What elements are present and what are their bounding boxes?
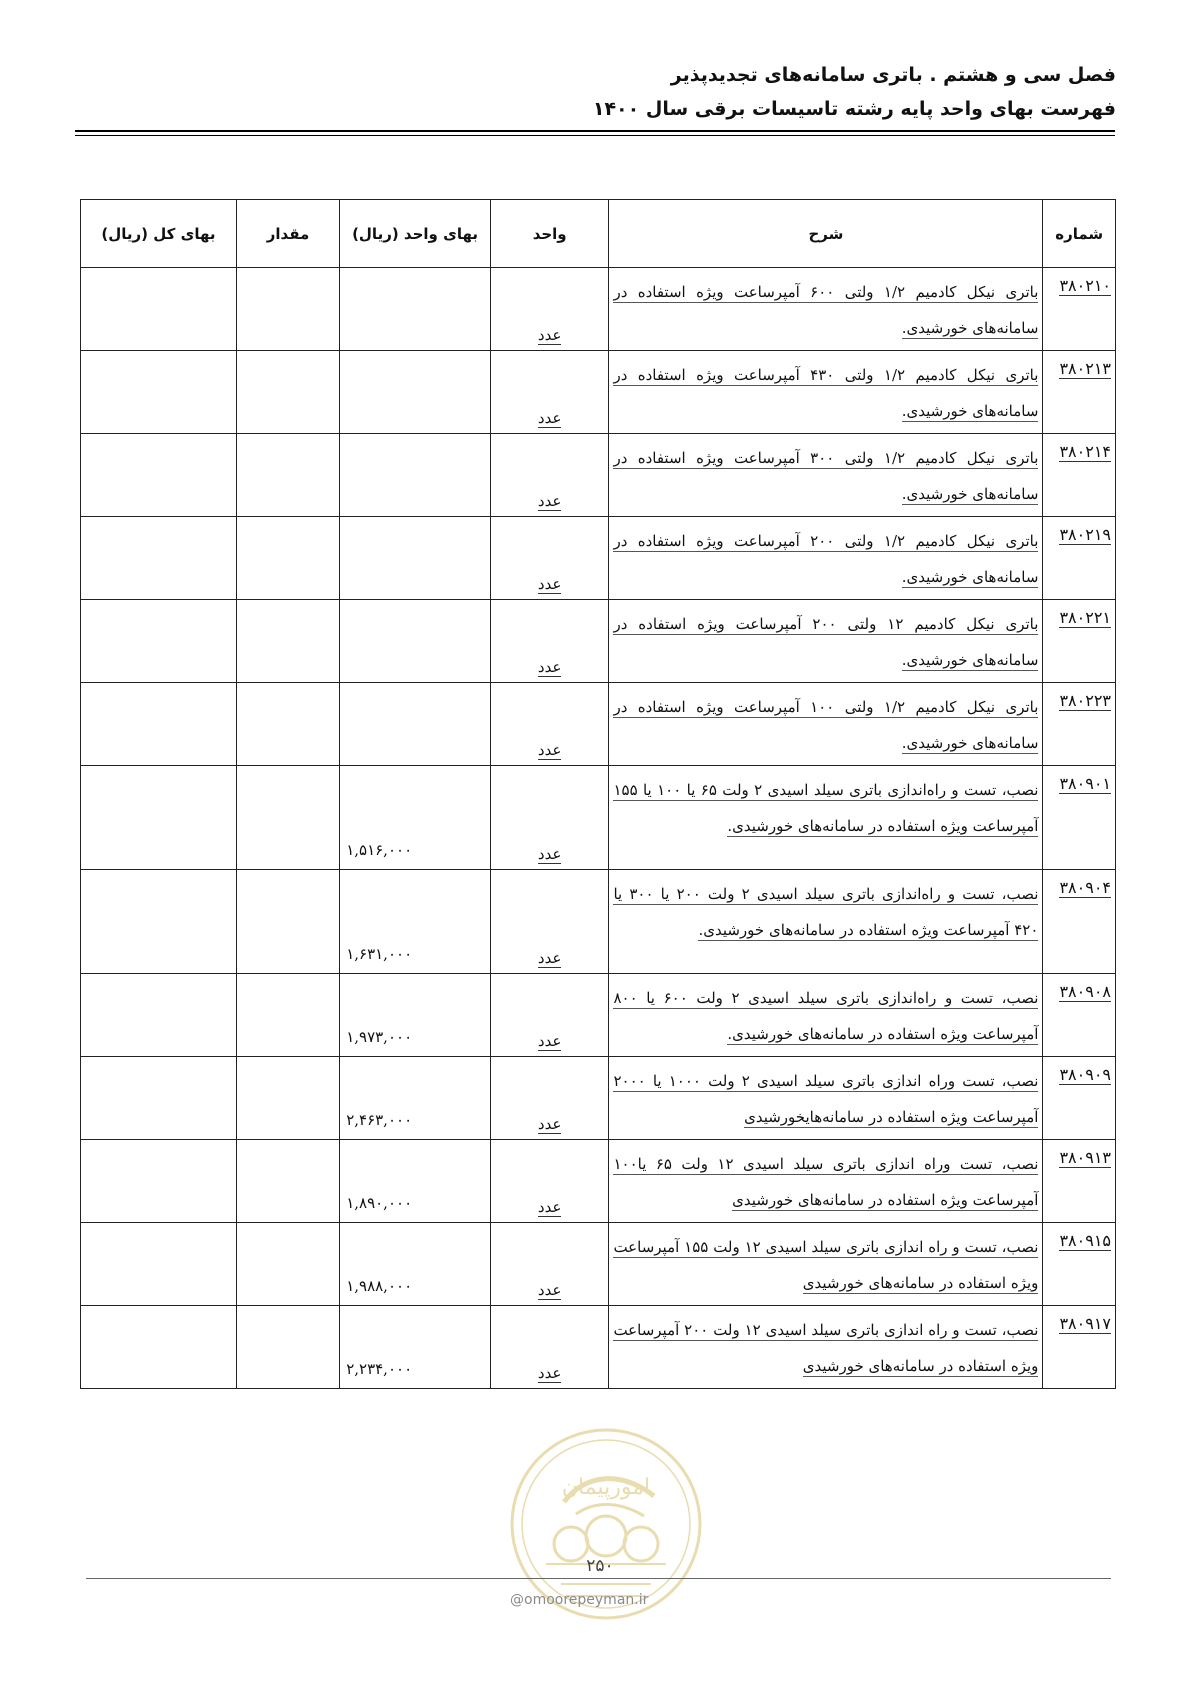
item-code: ۳۸۰۹۰۸ xyxy=(1059,982,1111,1001)
item-code: ۳۸۰۹۰۴ xyxy=(1059,878,1111,897)
item-description: نصب، تست و راه‌اندازی باتری سیلد اسیدی ۲ ولت ۶۰۰ یا ۸۰۰ آمپرساعت ویژه استفاده در سامانه‌های خورشیدی. xyxy=(613,989,1039,1043)
item-quantity xyxy=(236,870,339,974)
table-row xyxy=(81,434,1116,517)
item-quantity xyxy=(236,434,339,517)
column-header-unit-price: بهای واحد (ریال) xyxy=(340,200,491,268)
item-unit: عدد xyxy=(537,409,562,427)
item-quantity xyxy=(236,1223,339,1306)
table-row xyxy=(81,1140,1116,1223)
page-header xyxy=(76,58,1116,126)
item-description: باتری نیکل کادمیم ۱/۲ ولتی ۳۰۰ آمپرساعت ویژه استفاده در سامانه‌های خورشیدی. xyxy=(613,449,1039,503)
item-description: باتری نیکل کادمیم ۱/۲ ولتی ۱۰۰ آمپرساعت ویژه استفاده در سامانه‌های خورشیدی. xyxy=(613,698,1039,752)
item-quantity xyxy=(236,1057,339,1140)
column-header-total-price: بهای کل (ریال) xyxy=(81,200,237,268)
item-quantity xyxy=(236,600,339,683)
column-header-quantity: مقدار xyxy=(236,200,339,268)
item-unit: عدد xyxy=(537,1364,562,1382)
item-code: ۳۸۰۲۱۹ xyxy=(1059,525,1111,544)
item-unit-price xyxy=(340,600,491,683)
item-description: باتری نیکل کادمیم ۱/۲ ولتی ۴۳۰ آمپرساعت ویژه استفاده در سامانه‌های خورشیدی. xyxy=(613,366,1039,420)
column-header-code: شماره xyxy=(1043,200,1116,268)
table-header-row xyxy=(81,200,1116,268)
item-quantity xyxy=(236,766,339,870)
item-code: ۳۸۰۹۱۷ xyxy=(1059,1314,1111,1333)
item-unit-price: ۱,۹۸۸,۰۰۰ xyxy=(340,1223,491,1306)
item-total-price xyxy=(81,1306,237,1389)
column-header-description: شرح xyxy=(609,200,1043,268)
item-unit: عدد xyxy=(537,1281,562,1299)
item-code: ۳۸۰۲۱۰ xyxy=(1059,276,1111,295)
item-quantity xyxy=(236,517,339,600)
footer-rule xyxy=(86,1578,1111,1579)
item-total-price xyxy=(81,600,237,683)
table-row xyxy=(81,974,1116,1057)
item-unit: عدد xyxy=(537,1032,562,1050)
item-code: ۳۸۰۲۲۱ xyxy=(1059,608,1111,627)
item-unit: عدد xyxy=(537,1115,562,1133)
item-total-price xyxy=(81,1140,237,1223)
item-description: نصب، تست و راه اندازی باتری سیلد اسیدی ۱۲ ولت ۲۰۰ آمپرساعت ویژه استفاده در سامانه‌های خورشیدی xyxy=(613,1321,1039,1375)
item-unit-price xyxy=(340,517,491,600)
item-description: نصب، تست و راه‌اندازی باتری سیلد اسیدی ۲ ولت ۶۵ یا ۱۰۰ یا ۱۵۵ آمپرساعت ویژه استفاده در سامانه‌های خورشیدی. xyxy=(613,781,1039,835)
item-quantity xyxy=(236,351,339,434)
item-unit: عدد xyxy=(537,658,562,676)
table-row xyxy=(81,517,1116,600)
header-rule-thin xyxy=(75,135,1115,136)
page-number: ۲۵۰ xyxy=(586,1556,614,1576)
item-unit: عدد xyxy=(537,492,562,510)
item-description: باتری نیکل کادمیم ۱/۲ ولتی ۶۰۰ آمپرساعت ویژه استفاده در سامانه‌های خورشیدی. xyxy=(613,283,1039,337)
item-total-price xyxy=(81,766,237,870)
item-quantity xyxy=(236,1306,339,1389)
item-unit-price xyxy=(340,351,491,434)
item-total-price xyxy=(81,351,237,434)
item-quantity xyxy=(236,974,339,1057)
item-total-price xyxy=(81,517,237,600)
item-unit: عدد xyxy=(537,845,562,863)
seal-graphic xyxy=(512,1430,700,1618)
table-row xyxy=(81,1223,1116,1306)
item-total-price xyxy=(81,434,237,517)
item-unit: عدد xyxy=(537,575,562,593)
item-unit: عدد xyxy=(537,1198,562,1216)
item-unit: عدد xyxy=(537,949,562,967)
item-total-price xyxy=(81,268,237,351)
table-row xyxy=(81,1057,1116,1140)
item-total-price xyxy=(81,870,237,974)
item-code: ۳۸۰۹۱۵ xyxy=(1059,1231,1111,1250)
table-row xyxy=(81,351,1116,434)
item-description: نصب، تست وراه اندازی باتری سیلد اسیدی ۲ ولت ۱۰۰۰ یا ۲۰۰۰ آمپرساعت ویژه استفاده در سامانه‌هایخورشیدی xyxy=(613,1072,1039,1126)
item-total-price xyxy=(81,1223,237,1306)
item-quantity xyxy=(236,683,339,766)
item-code: ۳۸۰۹۰۹ xyxy=(1059,1065,1111,1084)
table-row xyxy=(81,600,1116,683)
item-description: باتری نیکل کادمیم ۱۲ ولتی ۲۰۰ آمپرساعت ویژه استفاده در سامانه‌های خورشیدی. xyxy=(613,615,1039,669)
price-list-title: فهرست بهای واحد پایه رشته تاسیسات برقی سال ۱۴۰۰ xyxy=(592,98,1116,120)
price-list-table xyxy=(80,199,1116,1389)
item-description: نصب، تست وراه اندازی باتری سیلد اسیدی ۱۲ ولت ۶۵ یا۱۰۰ آمپرساعت ویژه استفاده در سامانه‌های خورشیدی xyxy=(613,1155,1039,1209)
item-total-price xyxy=(81,974,237,1057)
column-header-unit: واحد xyxy=(490,200,609,268)
item-unit-price: ۲,۲۳۴,۰۰۰ xyxy=(340,1306,491,1389)
website-watermark: @omoorepeyman.ir xyxy=(510,1592,649,1608)
item-description: باتری نیکل کادمیم ۱/۲ ولتی ۲۰۰ آمپرساعت ویژه استفاده در سامانه‌های خورشیدی. xyxy=(613,532,1039,586)
item-unit-price: ۱,۹۷۳,۰۰۰ xyxy=(340,974,491,1057)
item-unit-price: ۲,۴۶۳,۰۰۰ xyxy=(340,1057,491,1140)
item-unit-price xyxy=(340,683,491,766)
item-description: نصب، تست و راه‌اندازی باتری سیلد اسیدی ۲ ولت ۲۰۰ یا ۳۰۰ یا ۴۲۰ آمپرساعت ویژه استفاده در سامانه‌های خورشیدی. xyxy=(613,885,1039,939)
table-row xyxy=(81,268,1116,351)
item-code: ۳۸۰۲۱۳ xyxy=(1059,359,1111,378)
item-quantity xyxy=(236,1140,339,1223)
item-total-price xyxy=(81,1057,237,1140)
seal-text: امورپیمان xyxy=(561,1475,651,1500)
item-unit: عدد xyxy=(537,741,562,759)
item-code: ۳۸۰۲۲۳ xyxy=(1059,691,1111,710)
table-row xyxy=(81,766,1116,870)
item-unit-price xyxy=(340,434,491,517)
header-rule xyxy=(75,130,1115,132)
item-code: ۳۸۰۹۱۳ xyxy=(1059,1148,1111,1167)
table-row xyxy=(81,870,1116,974)
item-code: ۳۸۰۹۰۱ xyxy=(1059,774,1111,793)
item-unit: عدد xyxy=(537,326,562,344)
item-unit-price: ۱,۸۹۰,۰۰۰ xyxy=(340,1140,491,1223)
item-total-price xyxy=(81,683,237,766)
item-quantity xyxy=(236,268,339,351)
table-row xyxy=(81,1306,1116,1389)
item-unit-price: ۱,۶۳۱,۰۰۰ xyxy=(340,870,491,974)
chapter-title: فصل سی و هشتم . باتری سامانه‌های تجدیدپذیر xyxy=(670,64,1116,86)
item-code: ۳۸۰۲۱۴ xyxy=(1059,442,1111,461)
item-description: نصب، تست و راه اندازی باتری سیلد اسیدی ۱۲ ولت ۱۵۵ آمپرساعت ویژه استفاده در سامانه‌های خورشیدی xyxy=(613,1238,1039,1292)
item-unit-price xyxy=(340,268,491,351)
table-row xyxy=(81,683,1116,766)
item-unit-price: ۱,۵۱۶,۰۰۰ xyxy=(340,766,491,870)
